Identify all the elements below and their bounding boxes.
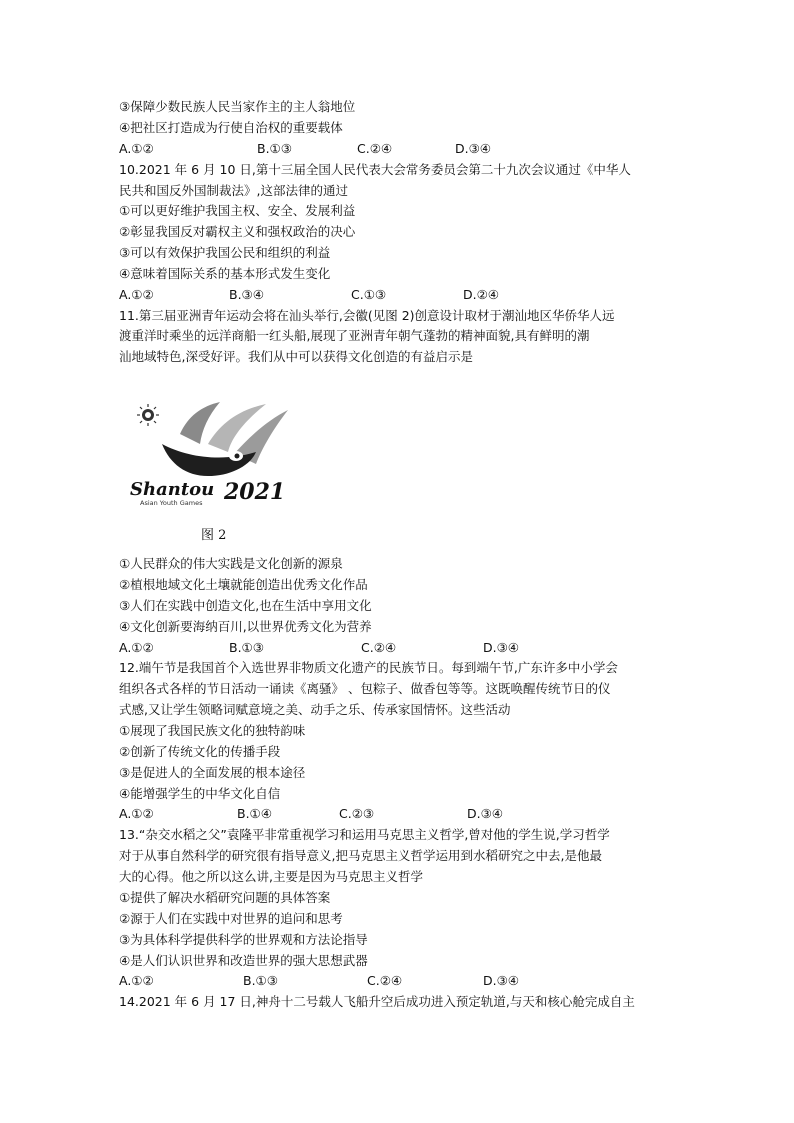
logo-year: 2021	[224, 479, 286, 505]
logo-subtitle: Asian Youth Games	[140, 499, 203, 507]
choice-c: C.②④	[357, 141, 393, 156]
q9-option-3: ③保障少数民族人民当家作主的主人翁地位	[119, 99, 356, 114]
choice-a: A.①②	[119, 806, 154, 821]
q14-stem-1: 14.2021 年 6 月 17 日,神舟十二号载人飞船升空后成功进入预定轨道,与天和核心舱完成自主	[119, 994, 635, 1009]
q10-option-4: ④意味着国际关系的基本形式发生变化	[119, 266, 331, 281]
logo-wordmark: Shantou	[130, 479, 215, 500]
q10-stem-2: 民共和国反外国制裁法》,这部法律的通过	[119, 183, 348, 198]
choice-d: D.③④	[467, 806, 504, 821]
q11-option-2: ②植根地域文化土壤就能创造出优秀文化作品	[119, 577, 368, 592]
q11-stem-2: 渡重洋时乘坐的远洋商船一红头船,展现了亚洲青年朝气蓬勃的精神面貌,具有鲜明的潮	[119, 328, 590, 343]
q13-option-2: ②源于人们在实践中对世界的追问和思考	[119, 911, 343, 926]
choice-d: D.③④	[483, 640, 520, 655]
q12-option-1: ①展现了我国民族文化的独特韵味	[119, 723, 306, 738]
q13-option-4: ④是人们认识世界和改造世界的强大思想武器	[119, 953, 368, 968]
q12-option-3: ③是促进人的全面发展的根本途径	[119, 765, 306, 780]
q12-option-2: ②创新了传统文化的传播手段	[119, 744, 281, 759]
q10-stem-1: 10.2021 年 6 月 10 日,第十三届全国人民代表大会常务委员会第二十九次会议通过《中华人	[119, 162, 631, 177]
choice-c: C.②④	[367, 973, 403, 988]
figure-caption: 图 2	[201, 528, 227, 543]
q13-option-3: ③为具体科学提供科学的世界观和方法论指导	[119, 932, 368, 947]
choice-c: C.①③	[351, 287, 387, 302]
choice-b: B.①③	[229, 640, 264, 655]
q9-option-4: ④把社区打造成为行使自治权的重要载体	[119, 120, 343, 135]
choice-d: D.③④	[455, 141, 492, 156]
q13-stem-2: 对于从事自然科学的研究很有指导意义,把马克思主义哲学运用到水稻研究之中去,是他最	[119, 848, 602, 863]
q11-stem-3: 汕地域特色,深受好评。我们从中可以获得文化创造的有益启示是	[119, 349, 473, 364]
choice-a: A.①②	[119, 141, 154, 156]
choice-c: C.②③	[339, 806, 375, 821]
q12-option-4: ④能增强学生的中华文化自信	[119, 786, 281, 801]
q10-option-3: ③可以有效保护我国公民和组织的利益	[119, 245, 331, 260]
choice-a: A.①②	[119, 973, 154, 988]
choice-b: B.③④	[229, 287, 264, 302]
choice-b: B.①③	[257, 141, 292, 156]
q12-stem-2: 组织各式各样的节日活动一诵读《离骚》 、包粽子、做香包等等。这既唤醒传统节日的仪	[119, 681, 611, 696]
choice-b: B.①③	[243, 973, 278, 988]
choice-a: A.①②	[119, 640, 154, 655]
q12-stem-3: 式感,又让学生领略词赋意境之美、动手之乐、传承家国情怀。这些活动	[119, 702, 511, 717]
q13-stem-1: 13.“杂交水稻之父”袁隆平非常重视学习和运用马克思主义哲学,曾对他的学生说,学习哲学	[119, 827, 610, 842]
q11-stem-1: 11.第三届亚洲青年运动会将在汕头举行,会徽(见图 2)创意设计取材于潮汕地区华侨华人远	[119, 308, 615, 323]
choice-a: A.①②	[119, 287, 154, 302]
q11-option-4: ④文化创新要海纳百川,以世界优秀文化为营养	[119, 619, 372, 634]
q11-option-3: ③人们在实践中创造文化,也在生活中享用文化	[119, 598, 372, 613]
asian-youth-games-logo	[128, 398, 308, 508]
sun-icon	[137, 404, 159, 426]
choice-b: B.①④	[237, 806, 272, 821]
q13-option-1: ①提供了解决水稻研究问题的具体答案	[119, 890, 331, 905]
q12-stem-1: 12.端午节是我国首个入选世界非物质文化遗产的民族节日。每到端午节,广东许多中小学会	[119, 660, 618, 675]
choice-d: D.③④	[483, 973, 520, 988]
q13-stem-3: 大的心得。他之所以这么讲,主要是因为马克思主义哲学	[119, 869, 423, 884]
q10-option-1: ①可以更好维护我国主权、安全、发展利益	[119, 203, 356, 218]
choice-c: C.②④	[361, 640, 397, 655]
choice-d: D.②④	[463, 287, 500, 302]
q11-option-1: ①人民群众的伟大实践是文化创新的源泉	[119, 556, 343, 571]
q10-option-2: ②彰显我国反对霸权主义和强权政治的决心	[119, 224, 356, 239]
